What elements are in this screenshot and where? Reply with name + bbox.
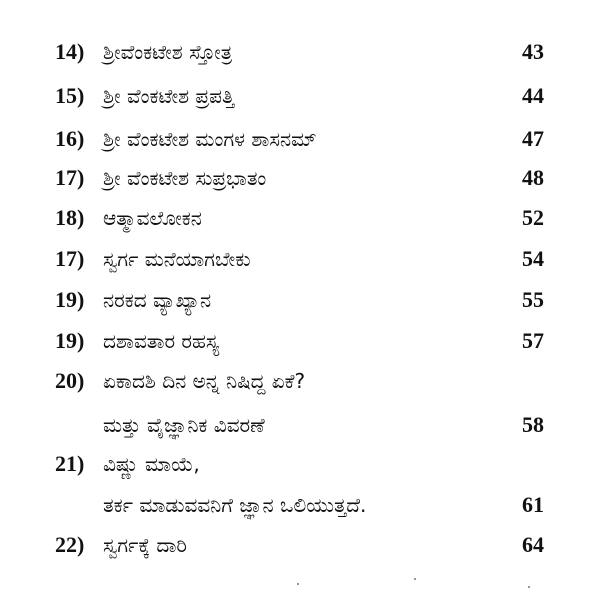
toc-entry bbox=[0, 37, 600, 67]
toc-entry bbox=[0, 203, 600, 233]
toc-entry bbox=[0, 366, 600, 440]
entry-number: 17) bbox=[55, 165, 85, 190]
entry-page-number: 55 bbox=[522, 287, 544, 312]
entry-page-number: 47 bbox=[522, 126, 544, 151]
scan-speck bbox=[297, 583, 299, 585]
entry-page-number: 61 bbox=[522, 492, 544, 517]
entry-title: ಆತ್ಮಾವಲೋಕನ bbox=[103, 206, 202, 230]
entry-title: ಶ್ರೀ ವೆಂಕಟೇಶ ಪ್ರಪತ್ತಿ bbox=[103, 84, 235, 108]
entry-title: ಶ್ರೀ ವೆಂಕಟೇಶ ಮಂಗಳ ಶಾಸನಮ್ bbox=[103, 127, 317, 151]
entry-number: 19) bbox=[55, 328, 85, 353]
entry-title-continuation: ತರ್ಕ ಮಾಡುವವನಿಗೆ ಜ್ಞಾನ ಒಲಿಯುತ್ತದೆ. bbox=[103, 493, 367, 517]
entry-number: 14) bbox=[55, 39, 85, 64]
entry-number: 15) bbox=[55, 83, 85, 108]
entry-number: 16) bbox=[55, 126, 85, 151]
entry-number: 19) bbox=[55, 287, 85, 312]
toc-entry bbox=[0, 285, 600, 315]
entry-title: ಸ್ವರ್ಗಕ್ಕೆ ದಾರಿ bbox=[103, 533, 187, 557]
toc-entry bbox=[0, 326, 600, 356]
entry-number: 18) bbox=[55, 205, 85, 230]
toc-entry bbox=[0, 530, 600, 560]
entry-title: ವಿಷ್ಣು ಮಾಯೆ, bbox=[103, 452, 200, 476]
entry-page-number: 52 bbox=[522, 205, 544, 230]
scan-speck bbox=[414, 578, 416, 580]
entry-title: ಶ್ರೀ ವೆಂಕಟೇಶ ಸುಪ್ರಭಾತಂ bbox=[103, 166, 267, 190]
entry-page-number: 64 bbox=[522, 532, 544, 557]
entry-number: 20) bbox=[55, 368, 85, 393]
entry-page-number: 54 bbox=[522, 246, 544, 271]
entry-number: 21) bbox=[55, 451, 85, 476]
entry-title: ಶ್ರೀವೆಂಕಟೇಶ ಸ್ತೋತ್ರ bbox=[103, 40, 233, 64]
entry-page-number: 44 bbox=[522, 83, 544, 108]
entry-title: ದಶಾವತಾರ ರಹಸ್ಯ bbox=[103, 329, 220, 353]
entry-number: 17) bbox=[55, 246, 85, 271]
toc-entry bbox=[0, 244, 600, 274]
entry-page-number: 57 bbox=[522, 328, 544, 353]
entry-page-number: 43 bbox=[522, 39, 544, 64]
scan-speck bbox=[528, 586, 530, 588]
entry-title: ಏಕಾದಶಿ ದಿನ ಅನ್ನ ನಿಷಿದ್ದ ಏಕೆ? bbox=[103, 369, 306, 393]
entry-page-number: 58 bbox=[522, 412, 544, 437]
entry-number: 22) bbox=[55, 532, 85, 557]
entry-title-continuation: ಮತ್ತು ವೈಜ್ಞಾನಿಕ ವಿವರಣೆ bbox=[103, 413, 265, 437]
entry-title: ಸ್ವರ್ಗ ಮನೆಯಾಗಬೇಕು bbox=[103, 247, 251, 271]
toc-entry bbox=[0, 124, 600, 154]
entry-title: ನರಕದ ವ್ಯಾಖ್ಯಾನ bbox=[103, 288, 212, 312]
toc-entry bbox=[0, 449, 600, 520]
entry-page-number: 48 bbox=[522, 165, 544, 190]
toc-entry bbox=[0, 163, 600, 193]
toc-entry bbox=[0, 81, 600, 111]
